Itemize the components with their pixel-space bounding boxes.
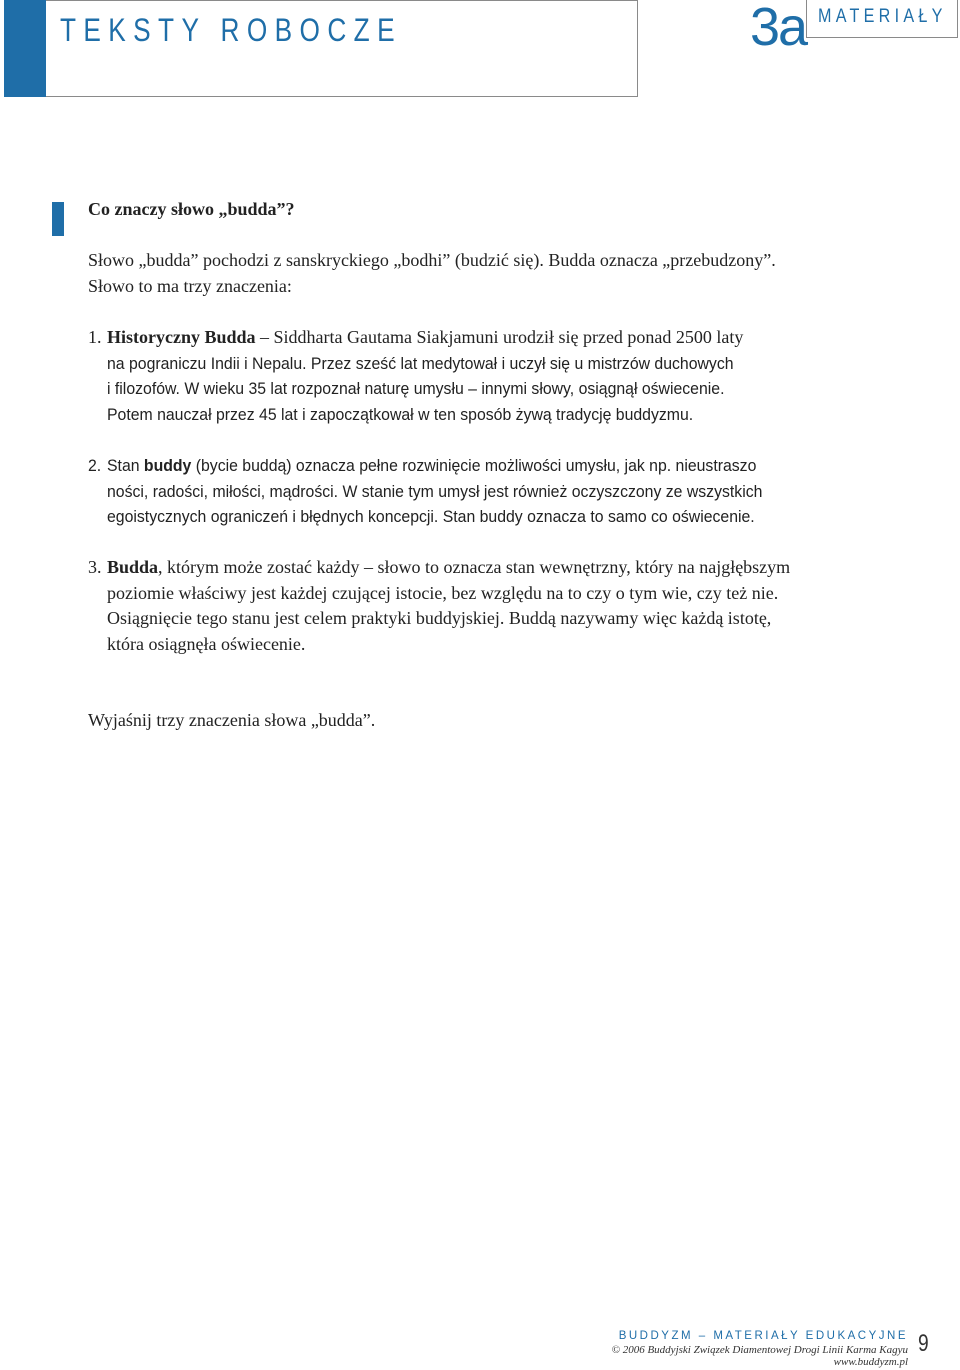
footer-series-title: BUDDYZM – MATERIAŁY EDUKACYJNE <box>618 1330 908 1342</box>
task-prompt: Wyjaśnij trzy znaczenia słowa „budda”. <box>88 710 376 730</box>
section-label: MATERIAŁY <box>818 6 947 27</box>
list-item-body <box>107 453 842 530</box>
term-bold: Budda <box>107 557 159 577</box>
list-item-line <box>107 453 842 479</box>
list-item-number: 3. <box>88 557 102 577</box>
list-item-body <box>107 325 897 428</box>
list-item-line: Osiągnięcie tego stanu jest celem praktyki buddyjskiej. Buddą nazywamy więc każdą istotę, <box>107 608 772 629</box>
page-number: 9 <box>918 1330 929 1357</box>
intro-line: Słowo to ma trzy znaczenia: <box>88 275 292 296</box>
list-item-line: poziomie właściwy jest każdej czującej istocie, bez względu na to czy o tym wie, czy też nie. <box>107 582 779 603</box>
list-item-line: i filozofów. W wieku 35 lat rozpoznał naturę umysłu – innymi słowy, osiągnął oświecenie. <box>107 379 725 399</box>
list-item-line: na pograniczu Indii i Nepalu. Przez sześć lat medytował i uczył się u mistrzów duchowych <box>107 353 734 373</box>
question-heading: Co znaczy słowo „budda”? <box>88 199 295 219</box>
list-item-line: ności, radości, miłości, mądrości. W stanie tym umysł jest również oczyszczony ze wszystkich <box>107 481 763 501</box>
list-item-body <box>107 555 897 658</box>
list-item-line: która osiągnęła oświecenie. <box>107 634 306 655</box>
list-item-text: , którym może zostać każdy – słowo to oznacza stan wewnętrzny, który na najgłębszym <box>158 557 791 577</box>
list-item-line: Potem nauczał przez 45 lat i zapoczątkował w ten sposób żywą tradycję buddyzmu. <box>107 405 694 425</box>
header-accent-bar <box>4 0 46 97</box>
intro-paragraph <box>88 248 888 299</box>
term-bold: Historyczny Budda <box>107 327 256 347</box>
footer-copyright: © 2006 Buddyjski Związek Diamentowej Drogi Linii Karma Kagyu <box>611 1344 908 1356</box>
list-item-number: 1. <box>88 327 102 347</box>
list-item-line <box>107 555 897 581</box>
section-marker <box>52 202 64 236</box>
chapter-number: 3a <box>750 0 807 57</box>
list-item-line <box>107 325 897 351</box>
footer-url: www.buddyzm.pl <box>833 1356 908 1368</box>
list-item-number: 2. <box>88 456 102 475</box>
term-bold: buddy <box>143 456 192 475</box>
page-title: TEKSTY ROBOCZE <box>60 12 402 48</box>
list-item-text: Stan <box>107 456 144 475</box>
list-item-text: (bycie buddą) oznacza pełne rozwinięcie możliwości umysłu, jak np. nieustraszo <box>191 456 757 475</box>
intro-line: Słowo „budda” pochodzi z sanskryckiego „bodhi” (budzić się). Budda oznacza „przebudzony”. <box>88 250 776 270</box>
list-item-line: egoistycznych ograniczeń i błędnych koncepcji. Stan buddy oznacza to samo co oświecenie. <box>107 507 755 527</box>
list-item-text: – Siddharta Gautama Siakjamuni urodził się przed ponad 2500 laty <box>255 327 744 347</box>
